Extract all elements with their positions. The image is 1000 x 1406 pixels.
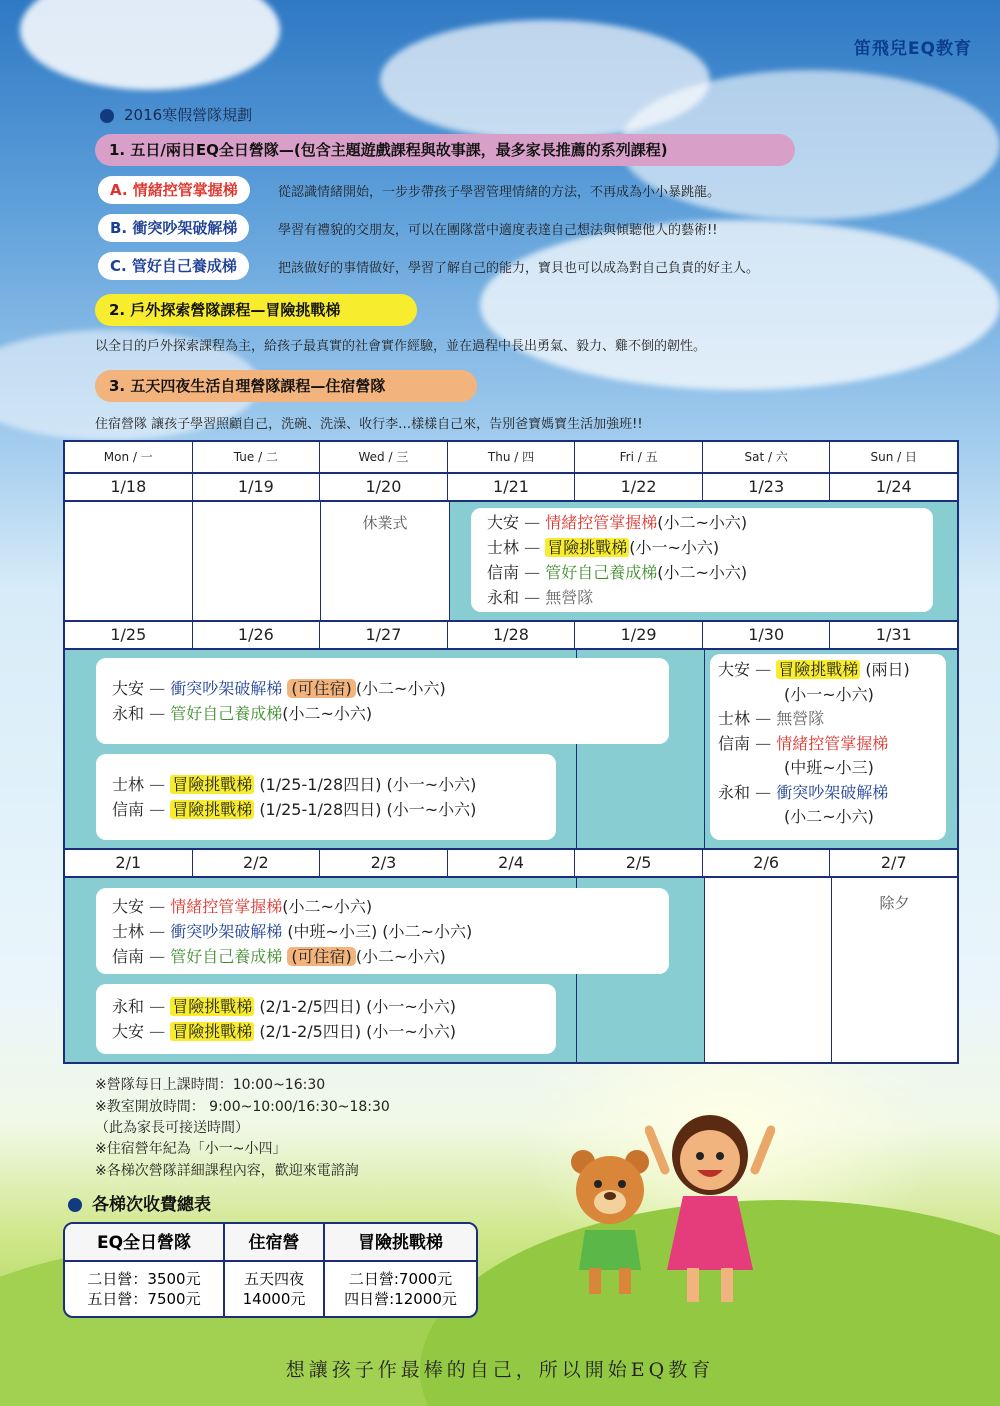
dash: —: [755, 709, 772, 728]
fee-line: 二日營：3500元: [87, 1270, 201, 1288]
date-cell: 2/1: [65, 850, 193, 876]
calendar: [63, 440, 959, 1064]
camp-line: [112, 944, 653, 969]
note-contact: ※各梯次營隊詳細課程內容，歡迎來電諮詢: [95, 1163, 359, 1179]
bullet-icon: [100, 109, 114, 123]
date-cell: 1/29: [575, 622, 703, 648]
girl-illustration: [645, 1110, 775, 1310]
dash: —: [755, 660, 772, 679]
date-cell: 1/27: [320, 622, 448, 648]
fee-line: 五日營：7500元: [87, 1290, 201, 1308]
course-name: 情緒控管掌握梯: [776, 733, 889, 753]
week-body: [65, 502, 957, 620]
camp-line: [718, 658, 938, 683]
fee-line: 四日營:12000元: [344, 1290, 457, 1308]
camp-line: [718, 781, 938, 806]
camp-line: [487, 560, 917, 585]
camp-line: [112, 894, 653, 919]
location: 大安: [718, 660, 751, 679]
date-cell: 1/30: [703, 622, 831, 648]
date-cell: 1/21: [448, 474, 576, 500]
week3-camp-box-2: [96, 984, 556, 1054]
bullet-icon: [68, 1198, 82, 1212]
dash: —: [149, 800, 166, 819]
camp-line: [112, 797, 540, 822]
day-header: Mon / 一: [65, 442, 193, 472]
camp-line: [112, 919, 653, 944]
grid-line: [704, 650, 705, 848]
location: 信南: [112, 947, 145, 966]
dash: —: [149, 997, 166, 1016]
fees-body: [225, 1262, 323, 1316]
program2-title: 2. 戶外探索營隊課程—冒險挑戰梯: [95, 294, 417, 326]
fees-header: 住宿營: [225, 1224, 323, 1262]
date-cell: 1/24: [875, 477, 912, 496]
day-header: Sun / 日: [870, 450, 918, 464]
location: 永和: [718, 782, 751, 802]
location: 大安: [112, 897, 145, 916]
grade-range: (1/25-1/28四日) (小一~小六): [259, 775, 477, 794]
fees-column: [325, 1224, 476, 1316]
location: 信南: [112, 800, 145, 819]
fees-body: [65, 1262, 223, 1316]
camp-line: [112, 701, 653, 726]
date-cell: 1/31: [875, 625, 912, 644]
week-body: [65, 878, 957, 1062]
duration: (兩日): [865, 660, 910, 679]
fees-table: [63, 1222, 478, 1318]
course-name: 無營隊: [776, 709, 825, 728]
location: 大安: [112, 1022, 145, 1041]
program2-desc: 以全日的戶外探索課程為主，給孩子最真實的社會實作經驗，並在過程中長出勇氣、毅力、雞不倒的韌性。: [95, 339, 707, 354]
program3-desc: 住宿營隊 讓孩子學習照顧自己，洗碗、洗澡、收行李…樣樣自己來，告別爸寶媽寶生活加強班!!: [95, 417, 643, 432]
location: 信南: [487, 563, 520, 582]
grade-range: (中班~小三): [784, 758, 874, 777]
camp-line: [487, 510, 917, 535]
course-name: 冒險挑戰梯: [778, 660, 859, 679]
dash: —: [149, 679, 166, 698]
course-name: 衝突吵架破解梯: [170, 922, 283, 941]
dash: —: [149, 947, 166, 966]
date-cell: 2/3: [320, 850, 448, 876]
grade-range: (小二~小六): [282, 897, 373, 916]
grade-range: (小一~小六): [629, 538, 720, 557]
cloud: [480, 220, 1000, 390]
week2-weekend-box: [710, 654, 946, 840]
course-name: 冒險挑戰梯: [172, 1022, 253, 1041]
grade-range: (2/1-2/5四日) (小一~小六): [259, 1022, 457, 1041]
program1-item-a-desc: 從認識情緒開始，一步步帶孩子學習管理情緒的方法，不再成為小小暴跳龍。: [278, 185, 721, 200]
note-dorm-age: ※住宿營年紀為「小一~小四」: [95, 1141, 287, 1157]
location: 永和: [487, 588, 520, 607]
location: 大安: [112, 679, 145, 698]
date-cell: 2/4: [448, 850, 576, 876]
date-cell: 1/25: [65, 622, 193, 648]
week2-camp-box-2: [96, 754, 556, 840]
week2-camp-box-1: [96, 658, 669, 744]
course-name: 管好自己養成梯: [170, 947, 283, 966]
date-cell: 1/28: [448, 622, 576, 648]
date-cell: 1/26: [193, 622, 321, 648]
fees-column: [65, 1224, 225, 1316]
date-row: [65, 848, 957, 878]
fees-header: 冒險挑戰梯: [325, 1224, 476, 1262]
date-cell: 1/20: [320, 474, 448, 500]
date-cell: 1/23: [703, 474, 831, 500]
date-cell: 2/5: [575, 850, 703, 876]
course-name: 冒險挑戰梯: [172, 800, 253, 819]
program1-item-b-label: B. 衝突吵架破解梯: [98, 214, 249, 242]
dorm-tag: (可住宿): [287, 947, 356, 966]
note-pickup: （此為家長可接送時間）: [95, 1120, 249, 1136]
slogan: 想讓孩子作最棒的自己，所以開始EQ教育: [285, 1359, 715, 1381]
grade-range: (小二~小六): [657, 563, 748, 582]
grid-line: [192, 502, 193, 620]
course-name: 冒險挑戰梯: [172, 997, 253, 1016]
camp-line: [112, 1019, 540, 1044]
calendar-day-header: [65, 442, 957, 472]
week-body: [65, 650, 957, 848]
course-name: 無營隊: [545, 588, 594, 607]
dash: —: [149, 897, 166, 916]
dash: —: [524, 563, 541, 582]
camp-line: [112, 676, 653, 701]
fees-body: [325, 1262, 476, 1316]
course-name: 冒險挑戰梯: [547, 538, 628, 557]
grade-range: (小二~小六): [282, 704, 373, 723]
new-year-eve-note: 除夕: [879, 894, 910, 912]
fee-line: 五天四夜: [243, 1270, 304, 1288]
location: 士林: [112, 775, 145, 794]
day-header: Thu / 四: [448, 442, 576, 472]
location: 大安: [487, 513, 520, 532]
date-cell: 2/2: [193, 850, 321, 876]
course-name: 管好自己養成梯: [170, 704, 283, 723]
program1-item-a-label: A. 情緒控管掌握梯: [98, 176, 250, 204]
week3-camp-box-1: [96, 888, 669, 974]
day-header: Tue / 二: [193, 442, 321, 472]
camp-line: [112, 994, 540, 1019]
course-name: 情緒控管掌握梯: [170, 897, 283, 916]
date-row: [65, 472, 957, 502]
grade-range: (小二~小六): [784, 807, 874, 826]
grid-line: [449, 502, 450, 620]
grid-line: [704, 878, 705, 1062]
grade-range: (小二~小六): [355, 679, 446, 698]
closing-ceremony-note: 休業式: [362, 514, 408, 532]
dash: —: [149, 704, 166, 723]
day-header: Wed / 三: [320, 442, 448, 472]
program1-title: 1. 五日/兩日EQ全日營隊—(包含主題遊戲課程與故事課，最多家長推薦的系列課程): [95, 134, 795, 166]
dash: —: [755, 733, 772, 753]
date-cell: 2/7: [880, 853, 907, 872]
section-title: [100, 104, 252, 125]
brand-name: 笛飛兒EQ教育: [853, 39, 972, 59]
fee-line: 14000元: [242, 1290, 306, 1308]
camp-line: [112, 772, 540, 797]
dorm-tag: (可住宿): [287, 679, 356, 698]
fee-line: 二日營:7000元: [348, 1270, 453, 1288]
course-name: 情緒控管掌握梯: [545, 513, 658, 532]
location: 士林: [112, 922, 145, 941]
grade-range: (中班~小三) (小二~小六): [287, 922, 473, 941]
course-name: 衝突吵架破解梯: [170, 679, 283, 698]
dash: —: [524, 538, 541, 557]
program1-item-c-label: C. 管好自己養成梯: [98, 252, 249, 280]
program1-item-c-desc: 把該做好的事情做好，學習了解自己的能力，寶貝也可以成為對自己負責的好主人。: [278, 261, 760, 276]
camp-line: [718, 707, 938, 732]
course-name: 衝突吵架破解梯: [776, 782, 889, 802]
location: 士林: [487, 538, 520, 557]
dash: —: [524, 588, 541, 607]
date-cell: 1/18: [65, 474, 193, 500]
fees-title-text: 各梯次收費總表: [92, 1195, 211, 1215]
location: 永和: [112, 704, 145, 723]
week1-camp-box: [471, 508, 933, 612]
grade-range: (1/25-1/28四日) (小一~小六): [259, 800, 477, 819]
course-name: 管好自己養成梯: [545, 563, 658, 582]
grade-range: (小二~小六): [355, 947, 446, 966]
date-cell: 1/19: [193, 474, 321, 500]
cloud: [20, 0, 280, 90]
course-name: 冒險挑戰梯: [172, 775, 253, 794]
location: 信南: [718, 733, 751, 753]
day-header: Sat / 六: [703, 442, 831, 472]
program3-title: 3. 五天四夜生活自理營隊課程—住宿營隊: [95, 370, 477, 402]
grade-range: (小二~小六): [657, 513, 748, 532]
dash: —: [149, 1022, 166, 1041]
fees-header: EQ全日營隊: [65, 1224, 223, 1262]
grade-range: (2/1-2/5四日) (小一~小六): [259, 997, 457, 1016]
day-header: Fri / 五: [575, 442, 703, 472]
location: 永和: [112, 997, 145, 1016]
section-title-text: 2016寒假營隊規劃: [124, 106, 253, 124]
dash: —: [149, 775, 166, 794]
grade-range: (小一~小六): [784, 684, 874, 704]
date-cell: 2/6: [703, 850, 831, 876]
note-open-hours: ※教室開放時間： 9:00~10:00/16:30~18:30: [95, 1099, 390, 1115]
date-row: [65, 620, 957, 650]
fees-title: [68, 1190, 211, 1215]
fees-column: [225, 1224, 325, 1316]
note-class-hours: ※營隊每日上課時間：10:00~16:30: [95, 1077, 326, 1093]
date-cell: 1/22: [575, 474, 703, 500]
program1-item-b-desc: 學習有禮貌的交朋友，可以在團隊當中適度表達自己想法與傾聽他人的藝術!!: [278, 223, 718, 238]
camp-line: [487, 585, 917, 610]
camp-line: [487, 535, 917, 560]
dash: —: [524, 513, 541, 532]
location: 士林: [718, 709, 751, 728]
dash: —: [149, 922, 166, 941]
dash: —: [755, 782, 772, 802]
camp-line: [718, 732, 938, 757]
